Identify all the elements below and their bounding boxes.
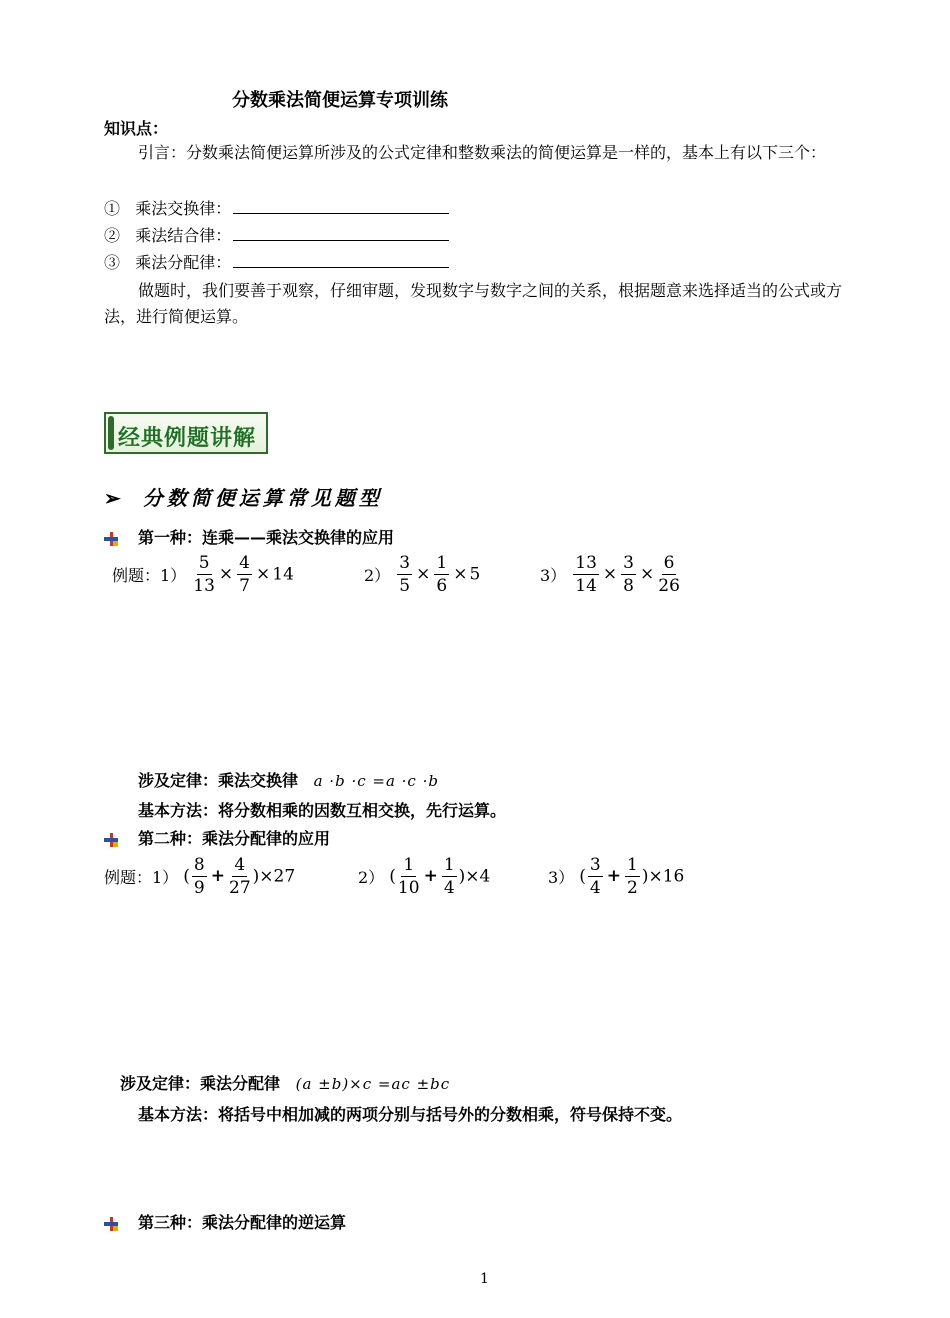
type2-title: 第二种：乘法分配律的应用 [138,829,331,848]
fraction [442,854,457,899]
type3-title: 第三种：乘法分配律的逆运算 [138,1213,347,1232]
numerator: 6 [663,553,675,573]
operand: 4 [479,866,491,887]
type2-heading [104,826,330,849]
operand: 14 [272,564,294,585]
fraction [588,854,603,899]
law-label: 乘法交换律： [135,199,232,218]
numerator: 5 [198,553,210,573]
banner-scroll-decoration [108,416,114,450]
law-number: ② [104,226,121,245]
operand: 16 [662,866,685,887]
numerator: 4 [234,855,246,875]
denominator: 10 [397,878,420,898]
numerator: 3 [589,855,601,875]
type1-method: 基本方法：将分数相乘的因数互相交换，先行运算。 [138,801,507,820]
law-label: 乘法结合律： [135,226,232,245]
example-label: 2） [358,868,385,887]
numerator: 8 [193,855,205,875]
fraction [434,552,449,597]
type1-example-2: 2） $\frac{3}{5}$ × $\frac{1}{6}$ × 5 [364,553,481,596]
denominator: 9 [193,878,205,898]
law-commutative [104,196,449,219]
denominator: 26 [658,576,680,596]
law-label: 涉及定律：乘法交换律 [138,771,299,790]
advice-paragraph: 做题时，我们要善于观察，仔细审题，发现数字与数字之间的关系，根据题意来选择适当的公式或方法，进行简便运算。 [104,281,843,326]
section-banner [104,412,268,454]
bullet-icon [104,532,118,546]
law-formula: a ·b ·c =a ·c ·b [313,772,439,790]
bullet-icon [104,833,118,847]
page-title: 分数乘法简便运算专项训练 [232,90,448,111]
operand: 5 [469,564,481,585]
type2-example-2: 2） ( $\frac{1}{10}$ + $\frac{1}{4}$ )×4 [358,855,491,898]
fraction [658,552,680,597]
numerator: 4 [239,553,250,573]
law-associative [104,223,449,246]
answer-blank [233,199,449,214]
banner-text: 经典例题讲解 [118,426,257,451]
type1-title: 第一种：连乘——乘法交换律的应用 [138,528,395,547]
bullet-icon [104,1217,118,1231]
type3-heading [104,1210,346,1233]
numerator: 1 [627,855,638,875]
fraction [229,854,251,899]
example-label: 2） [364,566,391,585]
example-label: 3） [540,566,567,585]
answer-blank [233,253,449,268]
denominator: 4 [589,878,601,898]
arrow-icon: ➢ [104,486,125,510]
law-number: ① [104,199,121,218]
fraction [573,552,599,597]
section-title: 分数简便运算常见题型 [142,486,383,510]
operand: 27 [273,866,296,887]
type1-example-3: 3） $\frac{13}{14}$ × $\frac{3}{8}$ × $\frac{6}{26}$ [540,553,680,596]
law-number: ③ [104,253,121,272]
numerator: 3 [623,553,634,573]
answer-blank [233,226,449,241]
law-label: 涉及定律：乘法分配律 [120,1074,281,1093]
denominator: 2 [627,878,638,898]
example-label: 例题：1） [104,868,179,887]
fraction [398,854,420,899]
knowledge-heading: 知识点： [104,119,169,138]
type1-law [138,768,439,791]
law-label: 乘法分配律： [135,253,232,272]
numerator: 13 [575,553,597,573]
fraction [397,552,412,597]
example-label: 3） [548,868,575,887]
fraction [192,854,207,899]
denominator: 14 [575,576,597,596]
denominator: 27 [229,878,251,898]
denominator: 6 [436,576,448,596]
type2-law [120,1071,450,1094]
type2-example-3: 3） ( $\frac{3}{4}$ + $\frac{1}{2}$ )×16 [548,855,685,898]
fraction [193,552,215,597]
denominator: 4 [443,878,455,898]
denominator: 7 [239,576,250,596]
law-formula: (a ±b)×c =ac ±bc [295,1075,451,1093]
section-heading [104,482,383,511]
law-distributive [104,250,449,273]
numerator: 3 [399,553,411,573]
numerator: 1 [443,855,455,875]
numerator: 1 [403,855,415,875]
intro-paragraph: 引言：分数乘法简便运算所涉及的公式定律和整数乘法的简便运算是一样的，基本上有以下三个： [138,143,827,162]
denominator: 13 [193,576,215,596]
type2-example-1: 例题：1） ( $\frac{8}{9}$ + $\frac{4}{27}$ )×27 [104,855,296,898]
denominator: 5 [399,576,411,596]
fraction [237,552,252,597]
type1-example-1: 例题：1） $\frac{5}{13}$ × $\frac{4}{7}$ × 14 [112,553,294,596]
type1-heading [104,525,394,548]
example-label: 例题：1） [112,566,187,585]
fraction [625,854,640,899]
denominator: 8 [623,576,634,596]
numerator: 1 [436,553,448,573]
fraction [621,552,636,597]
type2-method: 基本方法：将括号中相加减的两项分别与括号外的分数相乘，符号保持不变。 [138,1105,683,1124]
page-number: 1 [480,1271,489,1287]
